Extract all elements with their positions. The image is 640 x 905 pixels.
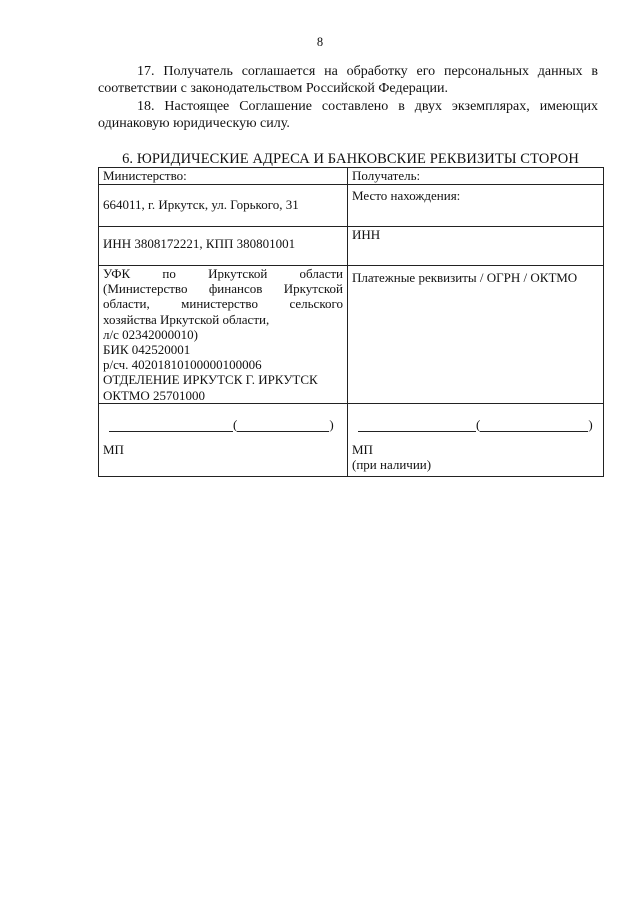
recipient-inn-cell (348, 227, 604, 266)
recipient-location-label: Место нахождения: (352, 188, 461, 203)
ministry-inn: ИНН 3808172221, КПП 380801001 (103, 236, 296, 251)
bank-line-4: хозяйства Иркутской области, (103, 311, 270, 327)
ministry-address-cell (99, 185, 348, 227)
bank-line-7: р/сч. 40201810100000100006 (103, 357, 262, 373)
recipient-signature-line (352, 416, 599, 432)
recipient-name-blank (480, 421, 588, 432)
recipient-signature-cell (348, 403, 604, 476)
bank-line-6: БИК 042520001 (103, 342, 191, 358)
ministry-signature-paren-close: ) (329, 416, 334, 432)
page-number: 8 (316, 35, 324, 49)
bank-line-2: (Министерство финансов Иркутской (103, 281, 343, 297)
ministry-header-cell (99, 168, 348, 185)
requisites-table (98, 167, 604, 477)
bank-line-1: УФК по Иркутской области (103, 266, 343, 281)
recipient-signature-blank (358, 421, 476, 432)
recipient-payment-label: Платежные реквизиты / ОГРН / ОКТМО (352, 270, 578, 285)
table-row-header (99, 168, 604, 185)
table-row-address (99, 185, 604, 227)
ministry-signature-blank (109, 421, 233, 432)
ministry-address: 664011, г. Иркутск, ул. Горького, 31 (103, 197, 299, 212)
recipient-payment-cell (348, 266, 604, 404)
recipient-signature-paren-open: ( (476, 416, 481, 432)
bank-line-8: ОТДЕЛЕНИЕ ИРКУТСК Г. ИРКУТСК (103, 372, 318, 388)
recipient-stamp-note: (при наличии) (352, 457, 432, 473)
bank-line-3: области, министерство сельского (103, 296, 343, 312)
recipient-location-cell (348, 185, 604, 227)
paragraph-18: 18. Настоящее Соглашение составлено в двух экземплярах, имеющих одинаковую юридическую силу. (98, 99, 598, 131)
recipient-stamp-label: МП (352, 441, 373, 457)
table-row-signature (99, 403, 604, 476)
ministry-signature-cell (99, 403, 348, 476)
recipient-header-cell (348, 168, 604, 185)
table-row-inn (99, 227, 604, 266)
recipient-header: Получатель: (352, 168, 421, 183)
section-title: 6. ЮРИДИЧЕСКИЕ АДРЕСА И БАНКОВСКИЕ РЕКВИЗИТЫ СТОРОН (122, 151, 579, 167)
table-row-bank (99, 266, 604, 404)
ministry-stamp-label: МП (103, 441, 124, 457)
ministry-bank-cell (99, 266, 348, 404)
ministry-inn-cell (99, 227, 348, 266)
paragraph-17: 17. Получатель соглашается на обработку его персональных данных в соответствии с законодательством Российской Федерации. (98, 64, 598, 96)
ministry-signature-paren-open: ( (233, 416, 238, 432)
recipient-inn-label: ИНН (352, 227, 381, 242)
recipient-signature-paren-close: ) (588, 416, 593, 432)
bank-line-9: ОКТМО 25701000 (103, 387, 206, 403)
ministry-signature-line (103, 416, 343, 432)
bank-line-5: л/с 02342000010) (103, 326, 198, 342)
ministry-header: Министерство: (103, 168, 187, 183)
ministry-name-blank (237, 421, 329, 432)
